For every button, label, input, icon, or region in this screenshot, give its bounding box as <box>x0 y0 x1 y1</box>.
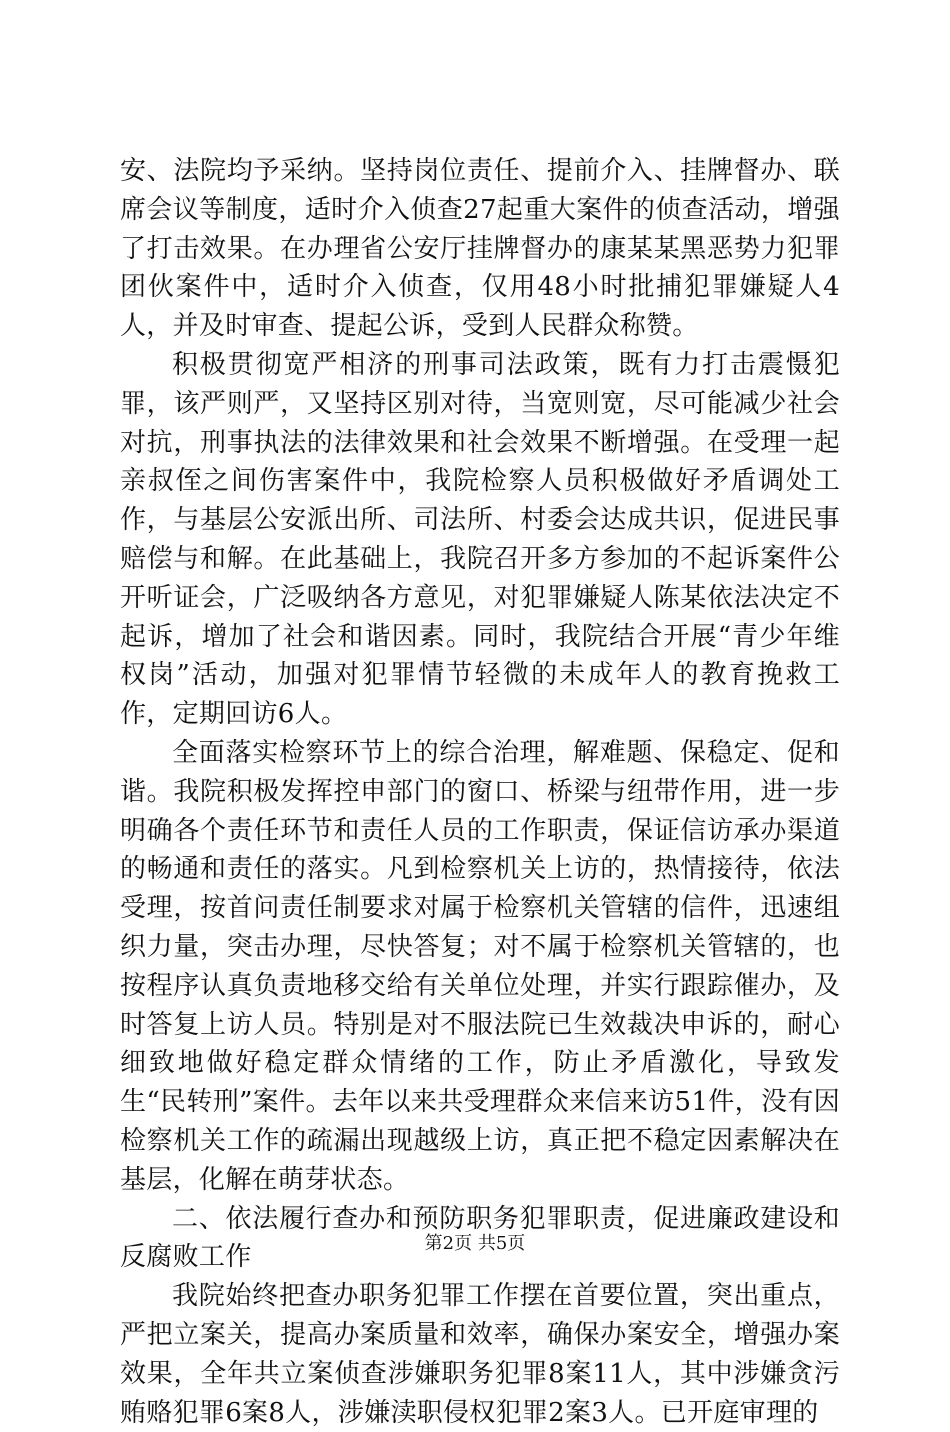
paragraph-4: 我院始终把查办职务犯罪工作摆在首要位置，突出重点，严把立案关，提高办案质量和效率，确保办案安全，增强办案效果，全年共立案侦查涉嫌职务犯罪8案11人，其中涉嫌贪污贿赂犯罪6案8人，涉嫌渎职侵权犯罪2案3人。已开庭审理的 <box>120 1281 840 1428</box>
paragraph-3: 全面落实检察环节上的综合治理，解难题、保稳定、促和谐。我院积极发挥控申部门的窗口、桥梁与纽带作用，进一步明确各个责任环节和责任人员的工作职责，保证信访承办渠道的畅通和责任的落实。凡到检察机关上访的，热情接待，依法受理，按首问责任制要求对属于检察机关管辖的信件，迅速组织力量，突击办理，尽快答复；对不属于检察机关管辖的，也按程序认真负责地移交给有关单位处理，并实行跟踪催办，及时答复上访人员。特别是对不服法院已生效裁决申诉的，耐心细致地做好稳定群众情绪的工作，防止矛盾激化，导致发生“民转刑”案件。去年以来共受理群众来信来访51件，没有因检察机关工作的疏漏出现越级上访，真正把不稳定因素解决在基层，化解在萌芽状态。 <box>120 737 840 1195</box>
paragraph-1: 安、法院均予采纳。坚持岗位责任、提前介入、挂牌督办、联席会议等制度，适时介入侦查27起重大案件的侦查活动，增强了打击效果。在办理省公安厅挂牌督办的康某某黑恶势力犯罪团伙案件中，适时介入侦查，仅用48小时批捕犯罪嫌疑人4人，并及时审查、提起公诉，受到人民群众称赞。 <box>120 156 840 342</box>
paragraph-2: 积极贯彻宽严相济的刑事司法政策，既有力打击震慑犯罪，该严则严，又坚持区别对待，当宽则宽，尽可能减少社会对抗，刑事执法的法律效果和社会效果不断增强。在受理一起亲叔侄之间伤害案件中，我院检察人员积极做好矛盾调处工作，与基层公安派出所、司法所、村委会达成共识，促进民事赔偿与和解。在此基础上，我院召开多方参加的不起诉案件公开听证会，广泛吸纳各方意见，对犯罪嫌疑人陈某依法决定不起诉，增加了社会和谐因素。同时，我院结合开展“青少年维权岗”活动，加强对犯罪情节轻微的未成年人的教育挽救工作，定期回访6人。 <box>120 349 840 730</box>
page-number-footer: 第2页 共5页 <box>424 1233 526 1254</box>
section-heading: 二、依法履行查办和预防职务犯罪职责，促进廉政建设和反腐败工作 <box>120 1203 840 1273</box>
